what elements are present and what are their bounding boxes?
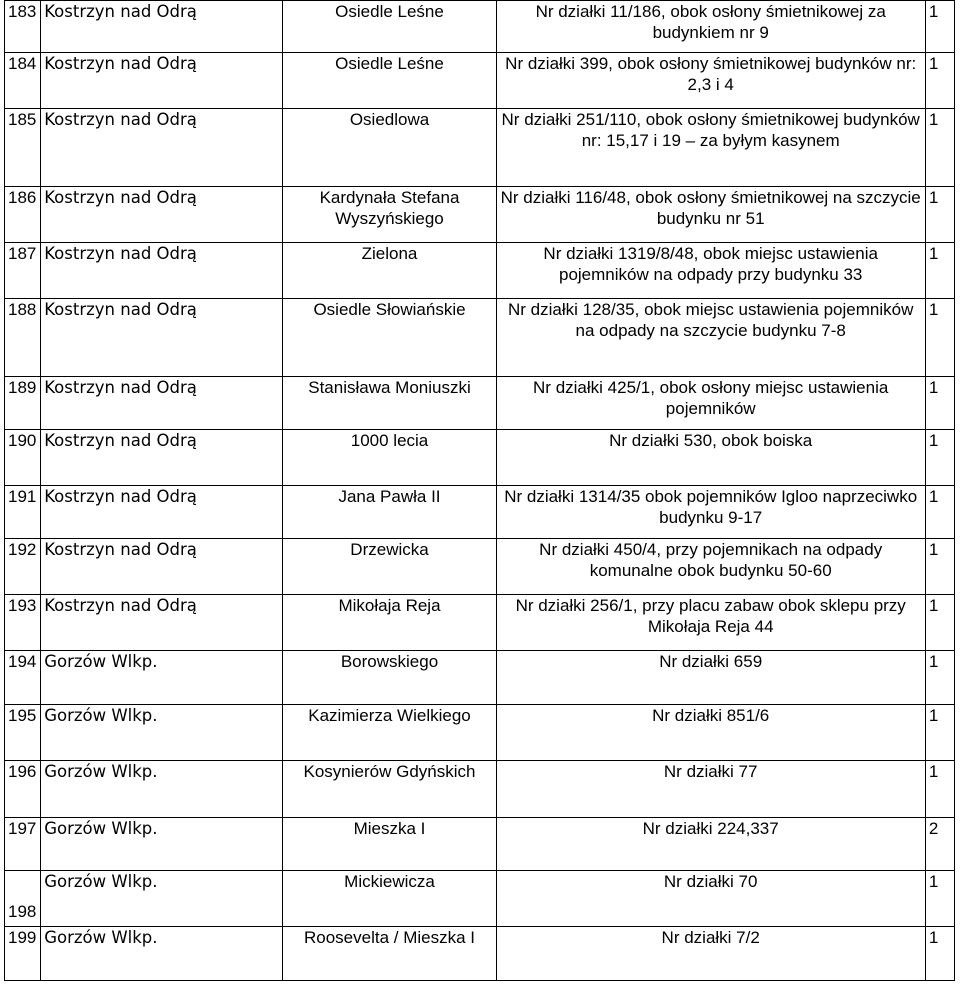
row-number: 187 (5, 243, 41, 299)
table-row (5, 377, 955, 430)
quantity-cell: 1 (925, 1, 954, 53)
quantity-cell: 1 (925, 53, 954, 109)
row-number: 189 (5, 377, 41, 430)
location-cell: Nr działki 659 (496, 651, 925, 705)
city-cell: Kostrzyn nad Odrą (41, 539, 283, 595)
street-cell: Osiedle Leśne (283, 53, 496, 109)
city-cell: Gorzów Wlkp. (41, 871, 283, 927)
table-row (5, 486, 955, 539)
row-number: 197 (5, 818, 41, 871)
location-cell: Nr działki 77 (496, 761, 925, 818)
quantity-cell: 1 (925, 486, 954, 539)
street-cell: Mikołaja Reja (283, 595, 496, 651)
table-row (5, 299, 955, 377)
street-cell: Drzewicka (283, 539, 496, 595)
location-cell: Nr działki 450/4, przy pojemnikach na odpady komunalne obok budynku 50-60 (496, 539, 925, 595)
street-cell: Stanisława Moniuszki (283, 377, 496, 430)
table-row (5, 187, 955, 243)
location-cell: Nr działki 251/110, obok osłony śmietnikowej budynków nr: 15,17 i 19 – za byłym kasynem (496, 109, 925, 187)
table-row (5, 430, 955, 486)
location-cell: Nr działki 1319/8/48, obok miejsc ustawienia pojemników na odpady przy budynku 33 (496, 243, 925, 299)
quantity-cell: 1 (925, 377, 954, 430)
row-number: 183 (5, 1, 41, 53)
row-number: 192 (5, 539, 41, 595)
street-cell: 1000 lecia (283, 430, 496, 486)
location-cell: Nr działki 116/48, obok osłony śmietnikowej na szczycie budynku nr 51 (496, 187, 925, 243)
city-cell: Kostrzyn nad Odrą (41, 486, 283, 539)
table-row (5, 761, 955, 818)
city-cell: Gorzów Wlkp. (41, 761, 283, 818)
row-number: 191 (5, 486, 41, 539)
street-cell: Borowskiego (283, 651, 496, 705)
location-cell: Nr działki 425/1, obok osłony miejsc ustawienia pojemników (496, 377, 925, 430)
location-cell: Nr działki 256/1, przy placu zabaw obok sklepu przy Mikołaja Reja 44 (496, 595, 925, 651)
street-cell: Roosevelta / Mieszka I (283, 927, 496, 981)
quantity-cell: 1 (925, 539, 954, 595)
row-number: 199 (5, 927, 41, 981)
table-row (5, 818, 955, 871)
street-cell: Osiedlowa (283, 109, 496, 187)
table-row (5, 651, 955, 705)
row-number: 193 (5, 595, 41, 651)
table-row (5, 53, 955, 109)
quantity-cell: 1 (925, 871, 954, 927)
street-cell: Jana Pawła II (283, 486, 496, 539)
row-number: 195 (5, 705, 41, 761)
location-cell: Nr działki 11/186, obok osłony śmietnikowej za budynkiem nr 9 (496, 1, 925, 53)
city-cell: Kostrzyn nad Odrą (41, 377, 283, 430)
row-number: 185 (5, 109, 41, 187)
city-cell: Kostrzyn nad Odrą (41, 243, 283, 299)
quantity-cell: 1 (925, 705, 954, 761)
locations-table (4, 0, 955, 981)
quantity-cell: 1 (925, 595, 954, 651)
quantity-cell: 1 (925, 109, 954, 187)
street-cell: Mickiewicza (283, 871, 496, 927)
city-cell: Gorzów Wlkp. (41, 818, 283, 871)
table-row (5, 871, 955, 927)
street-cell: Kazimierza Wielkiego (283, 705, 496, 761)
location-cell: Nr działki 128/35, obok miejsc ustawienia pojemników na odpady na szczycie budynku 7-8 (496, 299, 925, 377)
quantity-cell: 1 (925, 299, 954, 377)
table-row (5, 595, 955, 651)
location-cell: Nr działki 1314/35 obok pojemników Igloo naprzeciwko budynku 9-17 (496, 486, 925, 539)
city-cell: Kostrzyn nad Odrą (41, 109, 283, 187)
quantity-cell: 1 (925, 430, 954, 486)
city-cell: Kostrzyn nad Odrą (41, 430, 283, 486)
location-cell: Nr działki 70 (496, 871, 925, 927)
table-row (5, 539, 955, 595)
city-cell: Gorzów Wlkp. (41, 651, 283, 705)
quantity-cell: 1 (925, 761, 954, 818)
quantity-cell: 1 (925, 243, 954, 299)
street-cell: Kosynierów Gdyńskich (283, 761, 496, 818)
location-cell: Nr działki 530, obok boiska (496, 430, 925, 486)
street-cell: Mieszka I (283, 818, 496, 871)
table-row (5, 927, 955, 981)
row-number: 188 (5, 299, 41, 377)
table-row (5, 109, 955, 187)
street-cell: Osiedle Leśne (283, 1, 496, 53)
street-cell: Zielona (283, 243, 496, 299)
table-row (5, 705, 955, 761)
location-cell: Nr działki 7/2 (496, 927, 925, 981)
city-cell: Kostrzyn nad Odrą (41, 595, 283, 651)
row-number: 198 (5, 871, 41, 927)
city-cell: Kostrzyn nad Odrą (41, 53, 283, 109)
city-cell: Kostrzyn nad Odrą (41, 187, 283, 243)
city-cell: Gorzów Wlkp. (41, 705, 283, 761)
city-cell: Gorzów Wlkp. (41, 927, 283, 981)
street-cell: Osiedle Słowiańskie (283, 299, 496, 377)
row-number: 186 (5, 187, 41, 243)
city-cell: Kostrzyn nad Odrą (41, 1, 283, 53)
quantity-cell: 2 (925, 818, 954, 871)
location-cell: Nr działki 224,337 (496, 818, 925, 871)
row-number: 194 (5, 651, 41, 705)
location-cell: Nr działki 851/6 (496, 705, 925, 761)
row-number: 196 (5, 761, 41, 818)
table-row (5, 1, 955, 53)
quantity-cell: 1 (925, 927, 954, 981)
row-number: 184 (5, 53, 41, 109)
table-row (5, 243, 955, 299)
quantity-cell: 1 (925, 651, 954, 705)
city-cell: Kostrzyn nad Odrą (41, 299, 283, 377)
street-cell: Kardynała Stefana Wyszyńskiego (283, 187, 496, 243)
row-number: 190 (5, 430, 41, 486)
location-cell: Nr działki 399, obok osłony śmietnikowej budynków nr: 2,3 i 4 (496, 53, 925, 109)
quantity-cell: 1 (925, 187, 954, 243)
